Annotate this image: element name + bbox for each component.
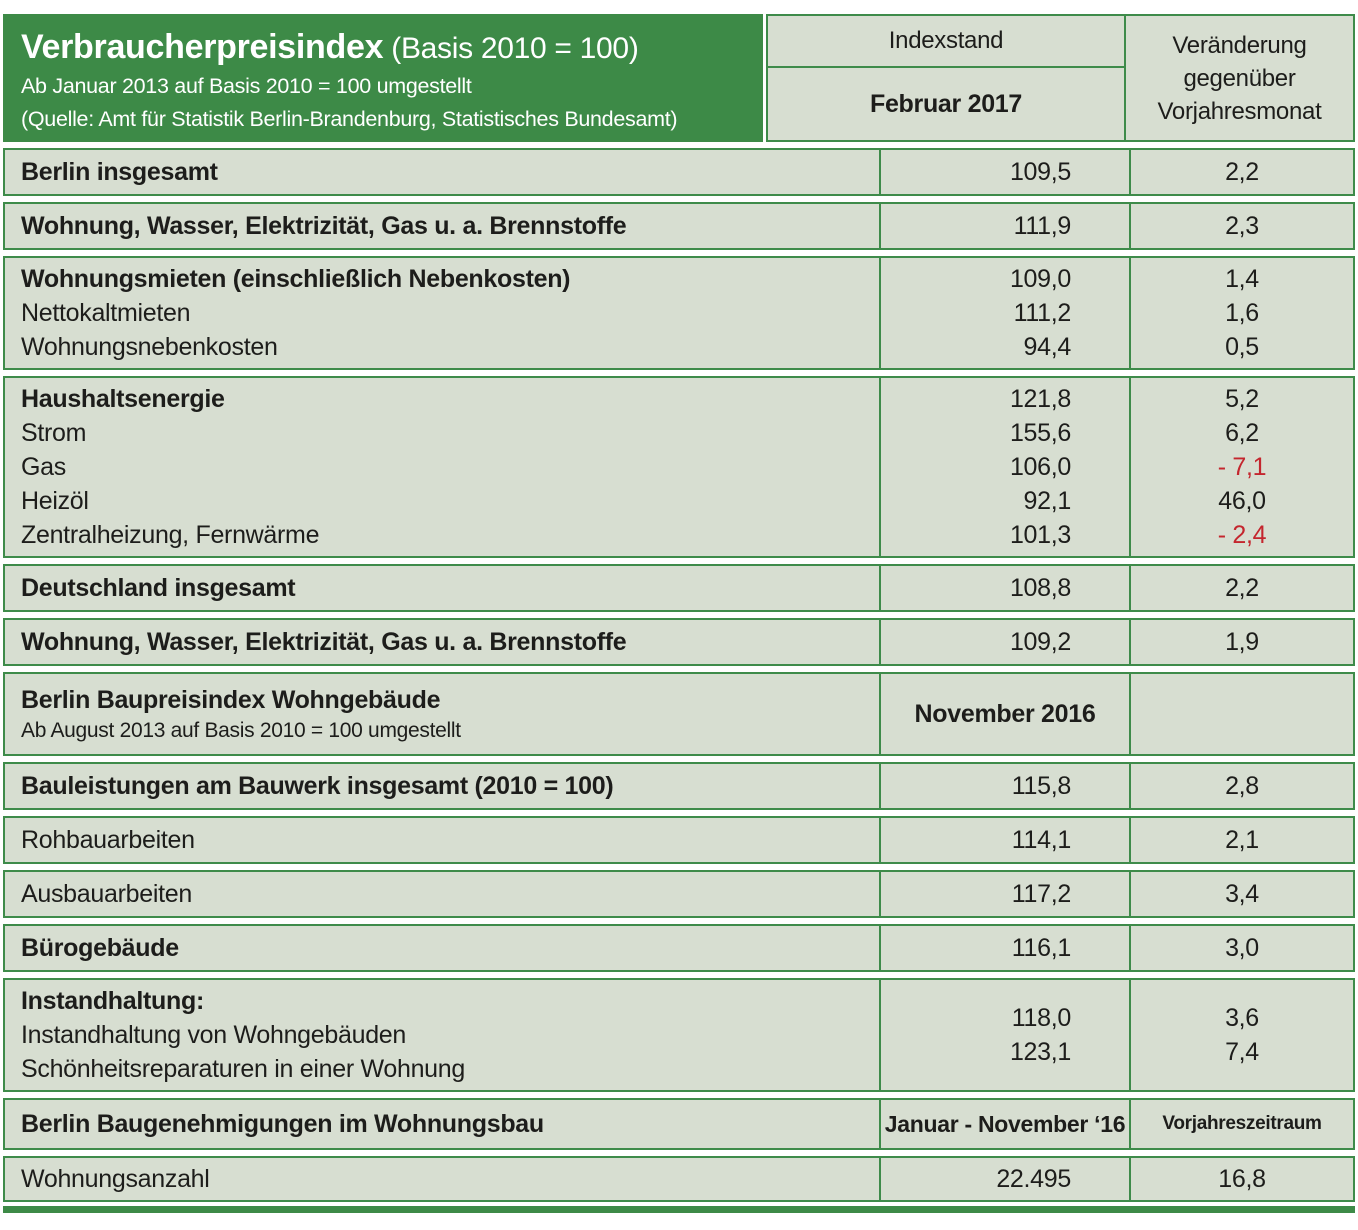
index-value: 109,5 [1009, 158, 1071, 186]
row-label: Nettokaltmieten [21, 299, 191, 327]
change-value: 6,2 [1225, 419, 1259, 447]
row-label: Berlin Baugenehmigungen im Wohnungsbau [21, 1110, 544, 1138]
row-label: Schönheitsreparaturen in einer Wohnung [21, 1055, 465, 1083]
change-column [1129, 1158, 1353, 1200]
index-value: 92,1 [1023, 487, 1071, 515]
index-value: 101,3 [1009, 521, 1071, 549]
change-value: - 7,1 [1217, 453, 1267, 481]
row-label: Wohnungsmieten (einschließlich Nebenkosten) [21, 265, 571, 293]
label-column [5, 926, 879, 970]
row-label: Wohnungsnebenkosten [21, 333, 278, 361]
row-label: Haushaltsenergie [21, 385, 225, 413]
label-column [5, 620, 879, 664]
index-column [879, 204, 1129, 248]
index-value: 115,8 [1011, 772, 1071, 800]
index-value: 116,1 [1011, 934, 1071, 962]
label-column [5, 150, 879, 194]
page-subtitle-2: (Quelle: Amt für Statistik Berlin-Brandenburg, Statistisches Bundesamt) [21, 107, 678, 131]
index-column-period: Februar 2017 [869, 89, 1023, 118]
label-column [5, 204, 879, 248]
change-value: 2,1 [1225, 826, 1259, 854]
change-value: 5,2 [1225, 385, 1259, 413]
title-box [3, 14, 763, 142]
index-value: 94,4 [1023, 333, 1071, 361]
change-value: 2,3 [1225, 212, 1259, 240]
index-value: Januar - November ‘16 [884, 1111, 1126, 1137]
row-label: Deutschland insgesamt [21, 574, 296, 602]
index-column [879, 566, 1129, 610]
index-column [879, 674, 1129, 754]
table-row-group [3, 202, 1355, 250]
index-column [879, 872, 1129, 916]
page-title [21, 26, 745, 70]
table-row-group [3, 870, 1355, 918]
table-body [3, 148, 1355, 1202]
index-column [879, 1158, 1129, 1200]
change-value: 1,6 [1225, 299, 1259, 327]
change-column [1129, 150, 1353, 194]
table-row-group [3, 618, 1355, 666]
change-value: Vorjahreszeitraum [1162, 1113, 1322, 1134]
index-value: 155,6 [1009, 419, 1071, 447]
table-row-group [3, 978, 1355, 1092]
change-column [1129, 926, 1353, 970]
change-column [1129, 818, 1353, 862]
change-column [1129, 258, 1353, 368]
index-column [879, 258, 1129, 368]
index-column-header [768, 16, 1126, 140]
row-label: Instandhaltung von Wohngebäuden [21, 1021, 407, 1049]
index-column [879, 150, 1129, 194]
label-column [5, 872, 879, 916]
index-column [879, 620, 1129, 664]
index-value: 121,8 [1009, 385, 1071, 413]
label-column [5, 258, 879, 368]
row-label: Ausbauarbeiten [21, 880, 192, 908]
change-column [1129, 674, 1353, 754]
row-label: Instandhaltung: [21, 987, 204, 1015]
change-column [1129, 872, 1353, 916]
label-column [5, 980, 879, 1090]
column-headers [766, 14, 1355, 142]
table-row-group [3, 564, 1355, 612]
label-column [5, 818, 879, 862]
change-column [1129, 620, 1353, 664]
row-label: Strom [21, 419, 87, 447]
row-label: Heizöl [21, 487, 89, 515]
change-value: 7,4 [1225, 1038, 1259, 1066]
index-value: 123,1 [1009, 1038, 1071, 1066]
row-label: Wohnungsanzahl [21, 1165, 210, 1193]
index-value: 118,0 [1011, 1004, 1071, 1032]
change-value: 3,0 [1225, 934, 1259, 962]
bottom-green-bar [3, 1206, 1355, 1213]
row-label: Berlin insgesamt [21, 158, 218, 186]
table-row-group [3, 924, 1355, 972]
table-header [3, 14, 1355, 142]
change-column [1129, 1100, 1353, 1148]
change-column [1129, 204, 1353, 248]
table-row-group [3, 148, 1355, 196]
row-label: Rohbauarbeiten [21, 826, 195, 854]
table-row-group [3, 762, 1355, 810]
index-value: 111,2 [1013, 299, 1071, 327]
change-column-header: Veränderung gegenüber Vorjahresmonat [1157, 31, 1322, 125]
index-value: 109,2 [1009, 628, 1071, 656]
index-column-title: Indexstand [768, 16, 1124, 68]
index-column [879, 980, 1129, 1090]
label-column [5, 1158, 879, 1200]
row-label: Zentralheizung, Fernwärme [21, 521, 320, 549]
row-label: Bürogebäude [21, 934, 179, 962]
page-title-main: Verbraucherpreisindex [21, 28, 384, 66]
table-row-group [3, 376, 1355, 558]
label-column [5, 566, 879, 610]
index-column [879, 1100, 1129, 1148]
change-value: 0,5 [1225, 333, 1259, 361]
label-column [5, 378, 879, 556]
label-column [5, 674, 879, 754]
change-value: 2,8 [1225, 772, 1259, 800]
page-subtitle-1: Ab Januar 2013 auf Basis 2010 = 100 umgestellt [21, 74, 472, 98]
table-row-group [3, 1098, 1355, 1150]
row-label: Wohnung, Wasser, Elektrizität, Gas u. a. Brennstoffe [21, 628, 627, 656]
change-column [1129, 764, 1353, 808]
change-value: 2,2 [1225, 158, 1259, 186]
index-value: 108,8 [1009, 574, 1071, 602]
index-column [879, 818, 1129, 862]
change-column [1129, 566, 1353, 610]
index-value: 109,0 [1009, 265, 1071, 293]
change-value: 3,6 [1225, 1004, 1259, 1032]
index-column [879, 926, 1129, 970]
change-column [1129, 980, 1353, 1090]
change-value: 46,0 [1218, 487, 1266, 515]
index-value: 114,1 [1011, 826, 1071, 854]
index-column [879, 378, 1129, 556]
change-value: 1,4 [1225, 265, 1259, 293]
page-title-suffix: (Basis 2010 = 100) [383, 32, 639, 65]
index-value: 22.495 [996, 1165, 1071, 1193]
row-label: Wohnung, Wasser, Elektrizität, Gas u. a. Brennstoffe [21, 212, 627, 240]
table-row-group [3, 816, 1355, 864]
table-row-group [3, 256, 1355, 370]
table-row-group [3, 672, 1355, 756]
index-value: November 2016 [914, 700, 1096, 728]
row-label: Berlin Baupreisindex Wohngebäude [21, 686, 441, 714]
label-column [5, 764, 879, 808]
change-value: 1,9 [1225, 628, 1259, 656]
row-label: Gas [21, 453, 66, 481]
change-value: 2,2 [1225, 574, 1259, 602]
index-value: 111,9 [1013, 212, 1071, 240]
row-sublabel: Ab August 2013 auf Basis 2010 = 100 umgestellt [21, 719, 461, 742]
index-value: 117,2 [1011, 880, 1071, 908]
index-column [879, 764, 1129, 808]
change-value: - 2,4 [1217, 521, 1267, 549]
label-column [5, 1100, 879, 1148]
change-column [1129, 378, 1353, 556]
table-row-group [3, 1156, 1355, 1202]
row-label: Bauleistungen am Bauwerk insgesamt (2010 = 100) [21, 772, 614, 800]
change-value: 3,4 [1225, 880, 1259, 908]
index-value: 106,0 [1009, 453, 1071, 481]
change-value: 16,8 [1218, 1165, 1266, 1193]
